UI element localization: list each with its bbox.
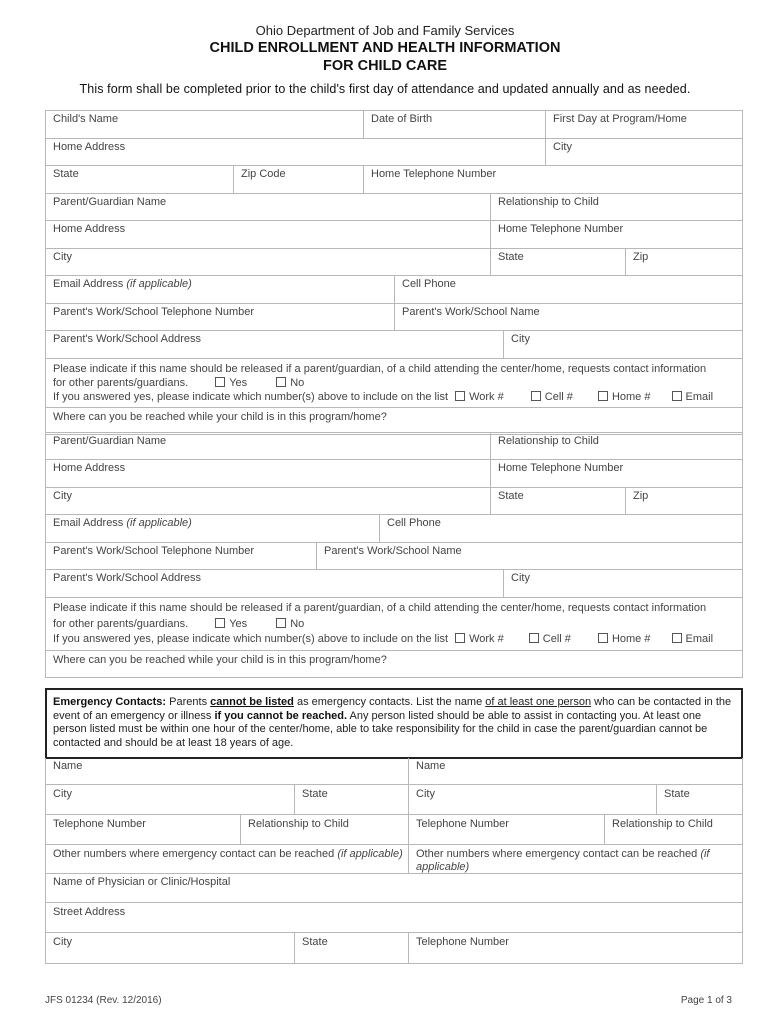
g2-state-label: State bbox=[498, 490, 524, 502]
g2-cell-opt: Cell # bbox=[542, 633, 571, 645]
ec-row-2 bbox=[46, 785, 742, 815]
form-title-line1: CHILD ENROLLMENT AND HEALTH INFORMATION bbox=[209, 40, 561, 56]
g1-row-2 bbox=[46, 221, 742, 249]
ec-row-3 bbox=[46, 815, 742, 845]
g2-work-checkbox[interactable] bbox=[455, 633, 465, 643]
g2-work-opt: Work # bbox=[469, 633, 504, 645]
g2-name-field[interactable] bbox=[46, 433, 490, 459]
g1-work-phone-label: Parent's Work/School Telephone Number bbox=[53, 306, 255, 318]
ec1-relationship-label: Relationship to Child bbox=[248, 818, 349, 830]
g1-work-name-field[interactable] bbox=[394, 304, 742, 330]
g1-cell-field[interactable] bbox=[394, 276, 742, 303]
child-address-field[interactable] bbox=[46, 139, 545, 165]
g1-row-6 bbox=[46, 331, 742, 359]
ec2-other-numbers-field[interactable] bbox=[408, 845, 742, 873]
g2-address-label: Home Address bbox=[53, 462, 126, 474]
ec-row-1 bbox=[46, 758, 742, 785]
emergency-text-5: who can be contacted in the event of an emergency or illness bbox=[53, 696, 732, 722]
g2-cell-checkbox[interactable] bbox=[529, 633, 539, 643]
g1-email-checkbox[interactable] bbox=[672, 391, 682, 401]
g1-row-1 bbox=[46, 194, 742, 221]
g1-name-label: Parent/Guardian Name bbox=[53, 196, 167, 208]
g2-home-opt: Home # bbox=[611, 633, 651, 645]
g1-work-checkbox[interactable] bbox=[455, 391, 465, 401]
ec1-other-numbers-field[interactable] bbox=[46, 845, 408, 873]
g1-work-city-field[interactable] bbox=[503, 331, 742, 358]
g1-home-opt: Home # bbox=[611, 391, 651, 403]
g2-city-field[interactable] bbox=[46, 488, 490, 514]
g1-row-3 bbox=[46, 249, 742, 276]
emergency-text-6: if you cannot be reached. bbox=[214, 709, 348, 722]
form-title-line2: FOR CHILD CARE bbox=[322, 58, 448, 74]
g2-zip-label: Zip bbox=[633, 490, 649, 502]
child-phone-field[interactable] bbox=[363, 166, 742, 193]
child-zip-field[interactable] bbox=[233, 166, 363, 193]
g1-row-4 bbox=[46, 276, 742, 304]
g2-row-2 bbox=[46, 460, 742, 488]
child-state-label: State bbox=[53, 168, 79, 180]
emergency-text-7: Any person listed should be able to assist in contacting you. At least one person listed must be within one hour of the center/home, able to take responsibility for the child in case the parent/guardian cannot be contacted and should be at least 18 years of age. bbox=[53, 709, 708, 749]
g2-row-4 bbox=[46, 515, 742, 543]
ec1-name-field[interactable] bbox=[46, 758, 408, 784]
g2-yes-checkbox[interactable] bbox=[215, 618, 225, 628]
g2-work-city-field[interactable] bbox=[503, 570, 742, 597]
g1-work-city-label: City bbox=[511, 333, 530, 345]
g1-relationship-field[interactable] bbox=[490, 194, 742, 220]
physician-state-label: State bbox=[302, 936, 328, 948]
child-address-label: Home Address bbox=[53, 141, 126, 153]
physician-city-label: City bbox=[53, 936, 72, 948]
g2-home-phone-field[interactable] bbox=[490, 460, 742, 487]
ec1-relationship-field[interactable] bbox=[240, 815, 408, 844]
g2-release-q1: Please indicate if this name should be released if a parent/guardian, of a child attending the center/home, requests contact information bbox=[53, 602, 707, 614]
form-title bbox=[0, 39, 770, 75]
g2-no-label: No bbox=[290, 617, 305, 630]
emergency-contacts-notice bbox=[45, 688, 743, 759]
child-name-field[interactable] bbox=[46, 111, 363, 138]
ec2-city-field[interactable] bbox=[408, 785, 656, 814]
ec2-state-field[interactable] bbox=[656, 785, 742, 814]
emergency-text-1: Parents bbox=[169, 696, 208, 708]
physician-field[interactable] bbox=[46, 874, 742, 902]
page-number: Page 1 of 3 bbox=[680, 995, 732, 1006]
emergency-text-4: of at least one person bbox=[485, 696, 592, 708]
g1-row-5 bbox=[46, 304, 742, 331]
g1-yes-checkbox[interactable] bbox=[215, 377, 225, 387]
g2-name-label: Parent/Guardian Name bbox=[53, 435, 167, 447]
ec1-other-note: (if applicable) bbox=[337, 848, 403, 860]
g2-row-6 bbox=[46, 570, 742, 598]
physician-phone-label: Telephone Number bbox=[416, 936, 509, 948]
guardian-2-table bbox=[45, 432, 743, 678]
physician-state-field[interactable] bbox=[294, 933, 408, 963]
g1-yes-label: Yes bbox=[229, 377, 248, 389]
g1-work-opt: Work # bbox=[469, 391, 504, 403]
g1-home-checkbox[interactable] bbox=[598, 391, 608, 401]
child-row-2 bbox=[46, 139, 742, 166]
first-day-field[interactable] bbox=[545, 111, 742, 138]
g2-relationship-field[interactable] bbox=[490, 433, 742, 459]
ec2-other-note: (if applicable) bbox=[416, 848, 710, 873]
g1-name-field[interactable] bbox=[46, 194, 490, 220]
g1-home-phone-field[interactable] bbox=[490, 221, 742, 248]
g2-release-row bbox=[46, 598, 742, 651]
ec2-phone-label: Telephone Number bbox=[416, 818, 509, 830]
g2-reach-question: Where can you be reached while your child is in this program/home? bbox=[53, 654, 387, 666]
first-day-label: First Day at Program/Home bbox=[553, 113, 687, 125]
ec1-phone-label: Telephone Number bbox=[53, 818, 146, 830]
ec1-other-numbers-label: Other numbers where emergency contact can be reached bbox=[53, 848, 335, 860]
g1-no-checkbox[interactable] bbox=[276, 377, 286, 387]
g2-relationship-label: Relationship to Child bbox=[498, 435, 599, 447]
g1-release-q2: for other parents/guardians. bbox=[53, 377, 189, 389]
ec1-phone-field[interactable] bbox=[46, 815, 240, 844]
g2-email-checkbox[interactable] bbox=[672, 633, 682, 643]
g2-city-label: City bbox=[53, 490, 72, 502]
child-name-label: Child's Name bbox=[53, 113, 119, 125]
child-city-field[interactable] bbox=[545, 139, 742, 165]
ec1-city-label: City bbox=[53, 788, 72, 800]
child-row-1 bbox=[46, 111, 742, 139]
ec1-city-field[interactable] bbox=[46, 785, 294, 814]
emergency-text-3: as emergency contacts. List the name bbox=[296, 696, 483, 708]
g1-work-name-label: Parent's Work/School Name bbox=[402, 306, 540, 318]
g1-zip-field[interactable] bbox=[625, 249, 742, 275]
g2-yes-label: Yes bbox=[229, 617, 248, 630]
g1-email-label: Email Address bbox=[53, 278, 124, 290]
g1-address-field[interactable] bbox=[46, 221, 490, 248]
child-city-label: City bbox=[553, 141, 572, 153]
physician-label: Name of Physician or Clinic/Hospital bbox=[53, 876, 231, 888]
physician-street-label: Street Address bbox=[53, 906, 126, 918]
g1-cell-opt: Cell # bbox=[544, 391, 573, 403]
physician-street-field[interactable] bbox=[46, 903, 742, 932]
child-state-field[interactable] bbox=[46, 166, 233, 193]
g1-work-phone-field[interactable] bbox=[46, 304, 394, 330]
g2-work-name-field[interactable] bbox=[316, 543, 742, 569]
g2-home-phone-label: Home Telephone Number bbox=[498, 462, 624, 474]
g1-relationship-label: Relationship to Child bbox=[498, 196, 599, 208]
g1-email-field[interactable] bbox=[46, 276, 394, 303]
g1-no-label: No bbox=[290, 377, 305, 389]
g1-cell-checkbox[interactable] bbox=[531, 391, 541, 401]
child-phone-label: Home Telephone Number bbox=[371, 168, 497, 180]
g2-email-note: (if applicable) bbox=[126, 517, 192, 529]
ec2-state-label: State bbox=[664, 788, 690, 800]
ec2-name-field[interactable] bbox=[408, 758, 742, 784]
street-row bbox=[46, 903, 742, 933]
g2-include-question: If you answered yes, please indicate which number(s) above to include on the list bbox=[53, 633, 448, 645]
g2-address-field[interactable] bbox=[46, 460, 490, 487]
g2-release-q2: for other parents/guardians. bbox=[53, 617, 189, 630]
g1-reach-row[interactable] bbox=[46, 408, 742, 434]
guardian-1-table bbox=[45, 193, 743, 435]
child-info-table bbox=[45, 110, 743, 194]
g2-zip-field[interactable] bbox=[625, 488, 742, 514]
physician-location-row bbox=[46, 933, 742, 963]
g1-reach-question: Where can you be reached while your child is in this program/home? bbox=[53, 411, 387, 423]
g1-release-row bbox=[46, 359, 742, 408]
g2-state-field[interactable] bbox=[490, 488, 625, 514]
physician-phone-field[interactable] bbox=[408, 933, 742, 963]
agency-name: Ohio Department of Job and Family Services bbox=[255, 23, 515, 38]
g2-release-question bbox=[46, 598, 742, 651]
g1-state-field[interactable] bbox=[490, 249, 625, 275]
g2-work-address-field[interactable] bbox=[46, 570, 503, 597]
physician-city-field[interactable] bbox=[46, 933, 294, 963]
ec1-state-label: State bbox=[302, 788, 328, 800]
form-id: JFS 01234 (Rev. 12/2016) bbox=[45, 995, 162, 1006]
g1-address-label: Home Address bbox=[53, 223, 126, 235]
g1-include-question: If you answered yes, please indicate which number(s) above to include on the list bbox=[53, 391, 448, 403]
g1-cell-label: Cell Phone bbox=[402, 278, 456, 290]
child-dob-label: Date of Birth bbox=[371, 113, 433, 125]
g1-city-label: City bbox=[53, 251, 72, 263]
g1-release-question bbox=[46, 359, 742, 407]
g2-row-1 bbox=[46, 433, 742, 460]
g2-work-name-label: Parent's Work/School Name bbox=[324, 545, 462, 557]
g2-email-label: Email Address bbox=[53, 517, 124, 529]
g1-home-phone-label: Home Telephone Number bbox=[498, 223, 624, 235]
child-dob-field[interactable] bbox=[363, 111, 545, 138]
g1-state-label: State bbox=[498, 251, 524, 263]
ec2-other-numbers-label: Other numbers where emergency contact can be reached bbox=[416, 848, 698, 860]
emergency-label: Emergency Contacts: bbox=[53, 696, 167, 708]
g2-work-phone-field[interactable] bbox=[46, 543, 316, 569]
physician-row bbox=[46, 874, 742, 903]
g1-email-opt: Email bbox=[685, 391, 714, 403]
g2-row-3 bbox=[46, 488, 742, 515]
g2-home-checkbox[interactable] bbox=[598, 633, 608, 643]
ec2-city-label: City bbox=[416, 788, 435, 800]
ec1-state-field[interactable] bbox=[294, 785, 408, 814]
g2-email-opt: Email bbox=[685, 633, 714, 645]
g1-release-q1: Please indicate if this name should be released if a parent/guardian, of a child attending the center/home, requests contact information bbox=[53, 363, 707, 375]
g2-work-phone-label: Parent's Work/School Telephone Number bbox=[53, 545, 255, 557]
child-row-3 bbox=[46, 166, 742, 193]
g1-zip-label: Zip bbox=[633, 251, 649, 263]
g1-email-note: (if applicable) bbox=[126, 278, 192, 290]
ec2-phone-field[interactable] bbox=[408, 815, 604, 844]
g2-work-address-label: Parent's Work/School Address bbox=[53, 572, 202, 584]
ec1-name-label: Name bbox=[53, 760, 83, 772]
ec2-relationship-label: Relationship to Child bbox=[612, 818, 713, 830]
g2-cell-label: Cell Phone bbox=[387, 517, 441, 529]
emergency-contact-table bbox=[45, 758, 743, 964]
ec2-relationship-field[interactable] bbox=[604, 815, 742, 844]
g2-cell-field[interactable] bbox=[379, 515, 742, 542]
g1-work-address-label: Parent's Work/School Address bbox=[53, 333, 202, 345]
g2-email-field[interactable] bbox=[46, 515, 379, 542]
form-instructions: This form shall be completed prior to the child's first day of attendance and updated annually and as needed. bbox=[79, 82, 691, 96]
ec-row-4 bbox=[46, 845, 742, 874]
g2-reach-row[interactable] bbox=[46, 651, 742, 677]
g2-work-city-label: City bbox=[511, 572, 530, 584]
child-zip-label: Zip Code bbox=[241, 168, 286, 180]
ec2-name-label: Name bbox=[416, 760, 446, 772]
g2-row-5 bbox=[46, 543, 742, 570]
g1-city-field[interactable] bbox=[46, 249, 490, 275]
g1-work-address-field[interactable] bbox=[46, 331, 503, 358]
g2-no-checkbox[interactable] bbox=[276, 618, 286, 628]
emergency-text-2: cannot be listed bbox=[210, 696, 294, 708]
